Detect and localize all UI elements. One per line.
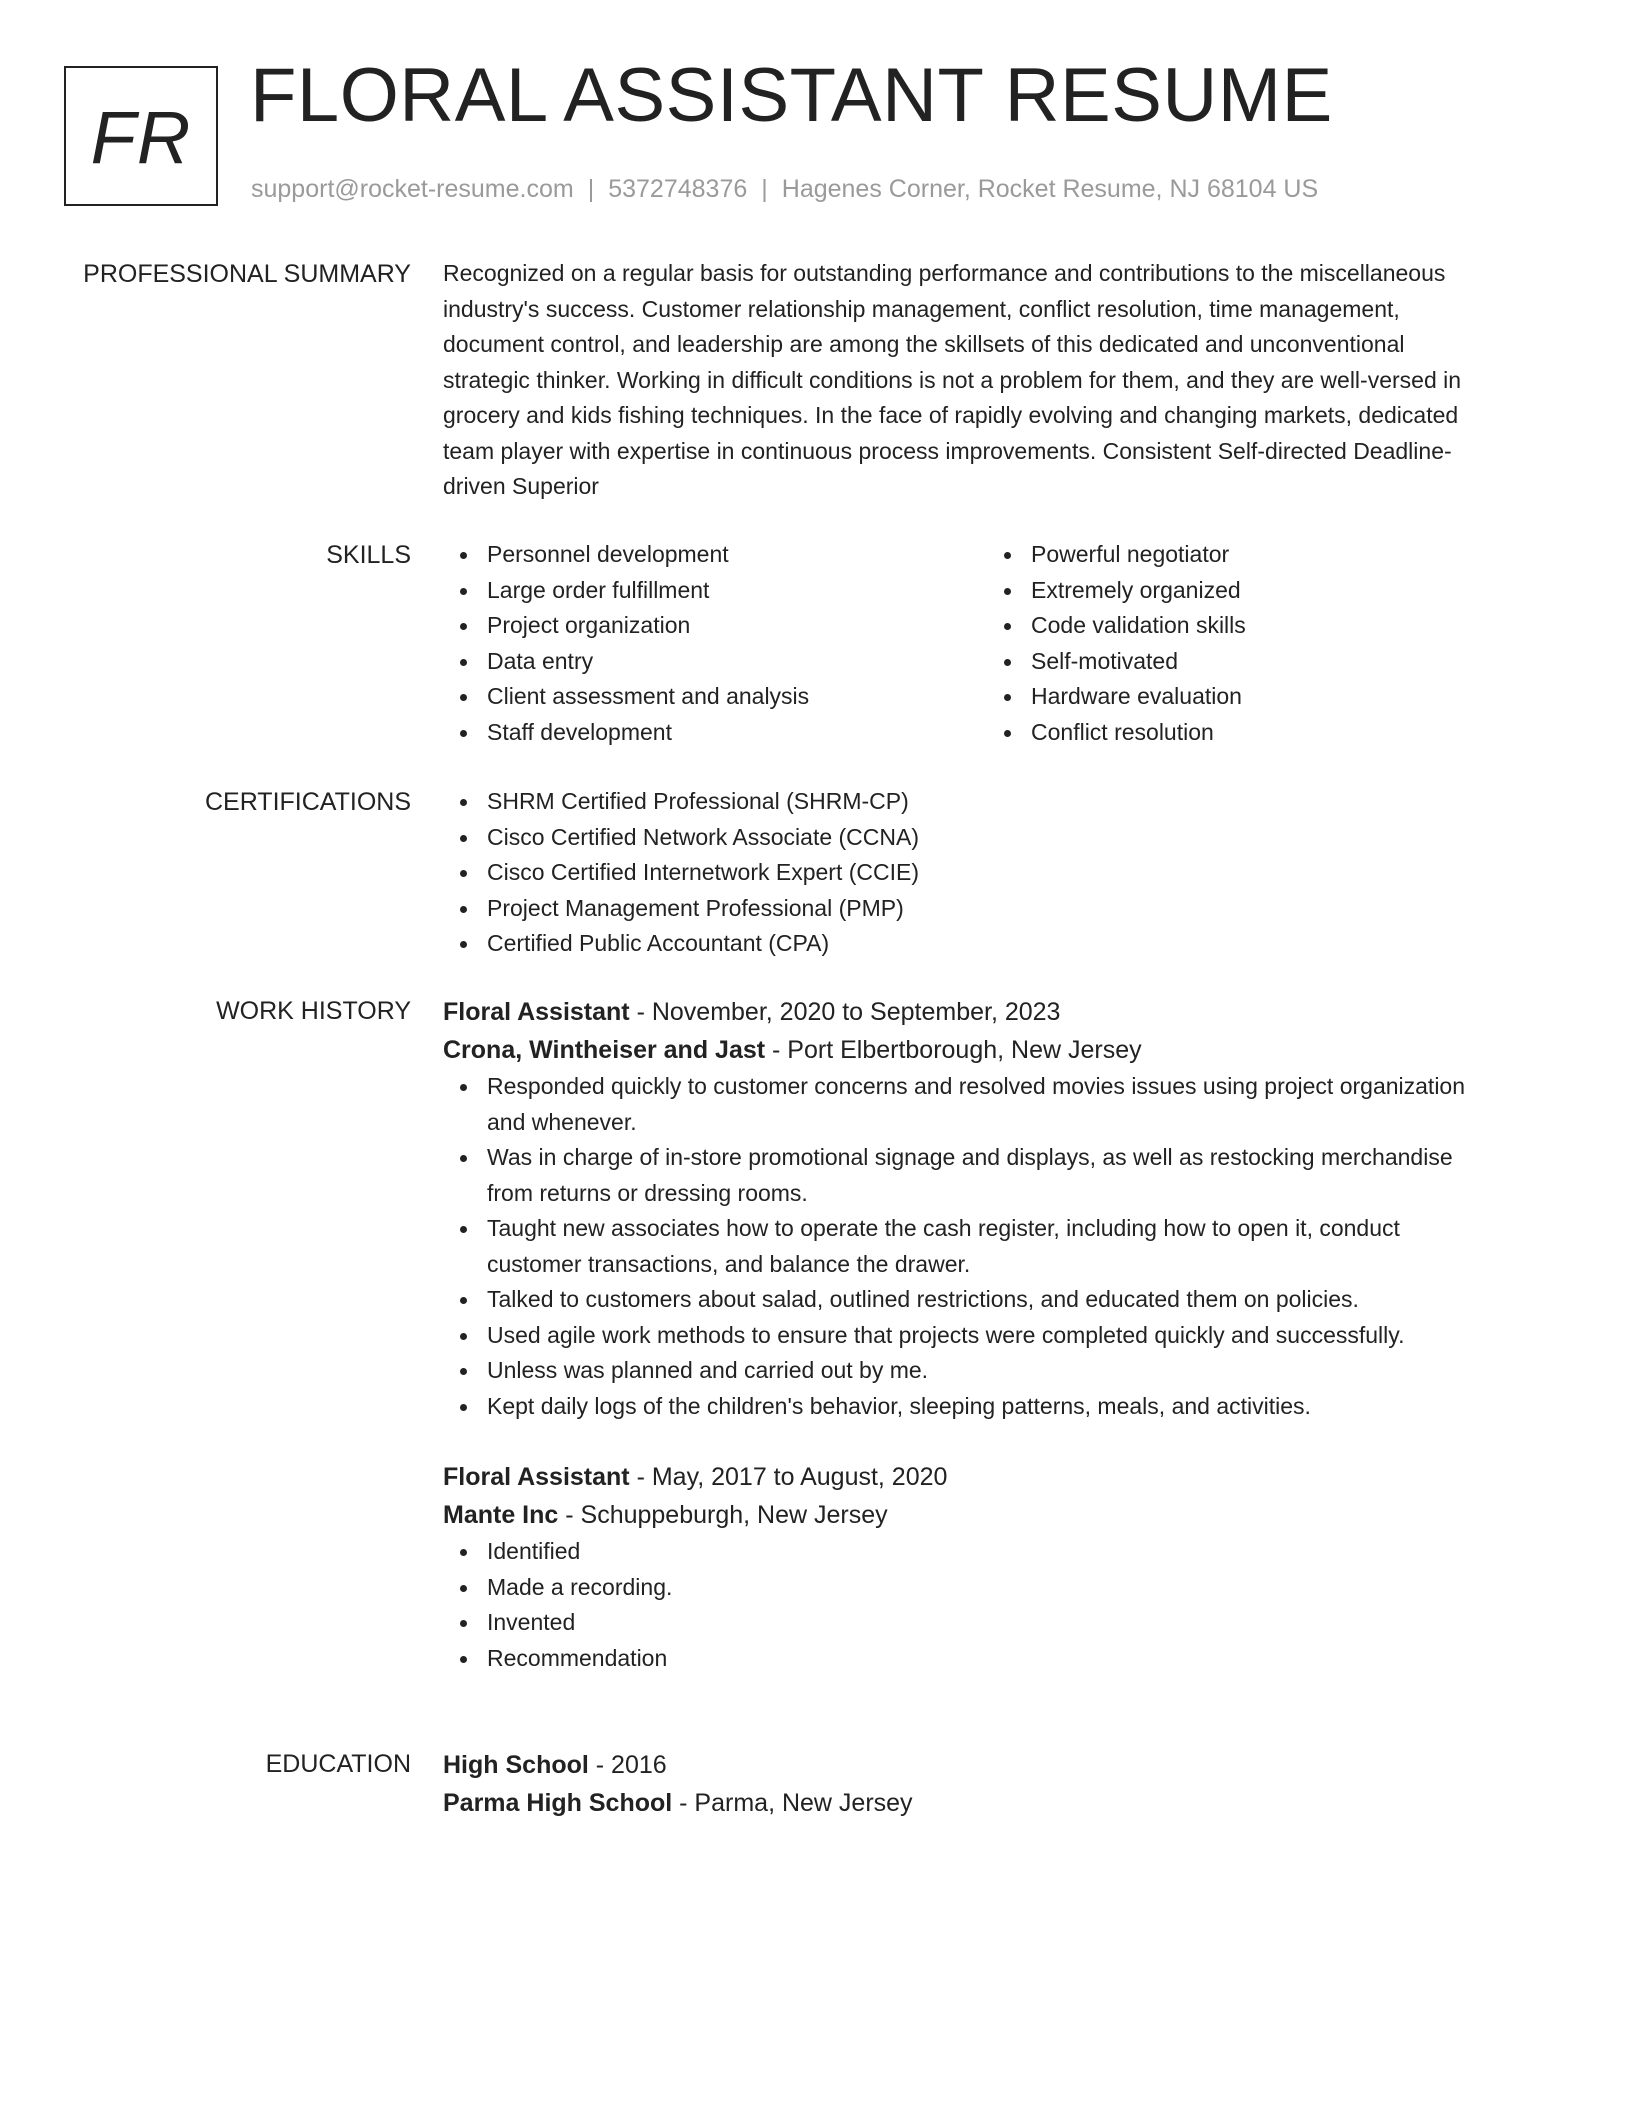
certification-item: Cisco Certified Internetwork Expert (CCIE): [443, 855, 1543, 891]
job-title-line: [443, 993, 1543, 1031]
job-duty-line: customer transactions, and balance the drawer.: [487, 1250, 971, 1277]
job-duties-list: [443, 1069, 1543, 1424]
skill-item: Project organization: [443, 608, 987, 644]
contact-separator: |: [761, 175, 768, 203]
resume-title: FLORAL ASSISTANT RESUME: [250, 53, 1333, 138]
summary-line: document control, and leadership are among the skillsets of this dedicated and unconventional: [443, 331, 1405, 357]
job-duty-line: Taught new associates how to operate the cash register, including how to open it, conduct: [487, 1215, 1400, 1241]
certifications-heading: CERTIFICATIONS: [204, 788, 411, 816]
job-duty: Recommendation: [443, 1641, 1543, 1677]
certifications-body: [443, 784, 1543, 962]
skill-item: Conflict resolution: [987, 715, 1531, 751]
skill-item: Large order fulfillment: [443, 573, 987, 609]
job-company: Crona, Wintheiser and Jast: [443, 1036, 766, 1064]
job-title: Floral Assistant: [443, 998, 630, 1026]
skills-list-left: [443, 537, 987, 750]
job-duty: [443, 1211, 1543, 1282]
certification-item: SHRM Certified Professional (SHRM-CP): [443, 784, 1543, 820]
summary-line: industry's success. Customer relationship management, conflict resolution, time management,: [443, 295, 1400, 322]
education-heading: EDUCATION: [265, 1750, 411, 1778]
skill-item: Hardware evaluation: [987, 679, 1531, 715]
job-duty: Identified: [443, 1534, 1543, 1570]
job-entry: [443, 1458, 1543, 1676]
job-location: - Port Elbertborough, New Jersey: [765, 1036, 1142, 1064]
education-degree-line: [443, 1746, 1543, 1784]
certifications-list: [443, 784, 1543, 962]
contact-line: [251, 174, 1318, 204]
work-history-heading: WORK HISTORY: [216, 997, 411, 1025]
summary-line: strategic thinker. Working in difficult conditions is not a problem for them, and they are well-versed in: [443, 366, 1462, 393]
summary-line: Recognized on a regular basis for outstanding performance and contributions to the miscellaneous: [443, 260, 1446, 286]
education-school-line: [443, 1784, 1543, 1822]
skill-item: Client assessment and analysis: [443, 679, 987, 715]
certification-item: Project Management Professional (PMP): [443, 891, 1543, 927]
work-history-body: [443, 993, 1543, 1676]
job-duty: [443, 1140, 1543, 1211]
job-duty: Made a recording.: [443, 1570, 1543, 1606]
education-degree: High School: [443, 1751, 589, 1779]
job-duty: Used agile work methods to ensure that projects were completed quickly and successfully.: [443, 1318, 1543, 1354]
job-dates: - May, 2017 to August, 2020: [629, 1463, 948, 1491]
summary-heading: PROFESSIONAL SUMMARY: [83, 260, 411, 288]
skills-heading: SKILLS: [326, 541, 411, 569]
contact-address: Hagenes Corner, Rocket Resume, NJ 68104 US: [781, 175, 1319, 203]
job-title-line: [443, 1458, 1543, 1496]
job-duty: [443, 1069, 1543, 1140]
certification-item: Cisco Certified Network Associate (CCNA): [443, 820, 1543, 856]
skills-list-right: [987, 537, 1531, 750]
skill-item: Data entry: [443, 644, 987, 680]
monogram-initials: FR: [90, 95, 192, 179]
job-duties-list: [443, 1534, 1543, 1676]
contact-email[interactable]: support@rocket-resume.com: [251, 175, 574, 203]
job-duty-line: Was in charge of in-store promotional signage and displays, as well as restocking merchandise: [487, 1144, 1453, 1170]
education-school: Parma High School: [443, 1789, 673, 1817]
job-company: Mante Inc: [443, 1501, 559, 1529]
job-company-line: [443, 1496, 1543, 1534]
certification-item: Certified Public Accountant (CPA): [443, 926, 1543, 962]
summary-line: grocery and kids fishing techniques. In the face of rapidly evolving and changing markets, dedicated: [443, 402, 1459, 428]
skill-item: Personnel development: [443, 537, 987, 573]
job-duty-line: from returns or dressing rooms.: [487, 1179, 808, 1206]
job-dates: - November, 2020 to September, 2023: [629, 998, 1061, 1026]
skill-item: Self-motivated: [987, 644, 1531, 680]
contact-phone[interactable]: 5372748376: [608, 175, 748, 203]
contact-separator: |: [587, 175, 595, 203]
monogram-box: [64, 66, 218, 206]
skill-item: Extremely organized: [987, 573, 1531, 609]
job-location: - Schuppeburgh, New Jersey: [558, 1501, 888, 1529]
job-entry: [443, 993, 1543, 1424]
skills-body: [443, 537, 1543, 750]
job-company-line: [443, 1031, 1543, 1069]
job-title: Floral Assistant: [443, 1463, 630, 1491]
job-duty-line: and whenever.: [487, 1108, 637, 1135]
education-year: - 2016: [588, 1751, 667, 1779]
skill-item: Code validation skills: [987, 608, 1531, 644]
education-body: [443, 1746, 1543, 1822]
job-duty-line: Responded quickly to customer concerns and resolved movies issues using project organization: [487, 1073, 1466, 1099]
job-duty: Talked to customers about salad, outlined restrictions, and educated them on policies.: [443, 1282, 1543, 1318]
summary-line: driven Superior: [443, 473, 599, 499]
education-location: - Parma, New Jersey: [672, 1789, 913, 1817]
skill-item: Powerful negotiator: [987, 537, 1531, 573]
job-duty: Invented: [443, 1605, 1543, 1641]
job-duty: Unless was planned and carried out by me.: [443, 1353, 1543, 1389]
summary-line: team player with expertise in continuous process improvements. Consistent Self-directed Deadline-: [443, 437, 1452, 464]
job-duty: Kept daily logs of the children's behavior, sleeping patterns, meals, and activities.: [443, 1389, 1543, 1425]
skill-item: Staff development: [443, 715, 987, 751]
summary-body: [443, 256, 1543, 505]
